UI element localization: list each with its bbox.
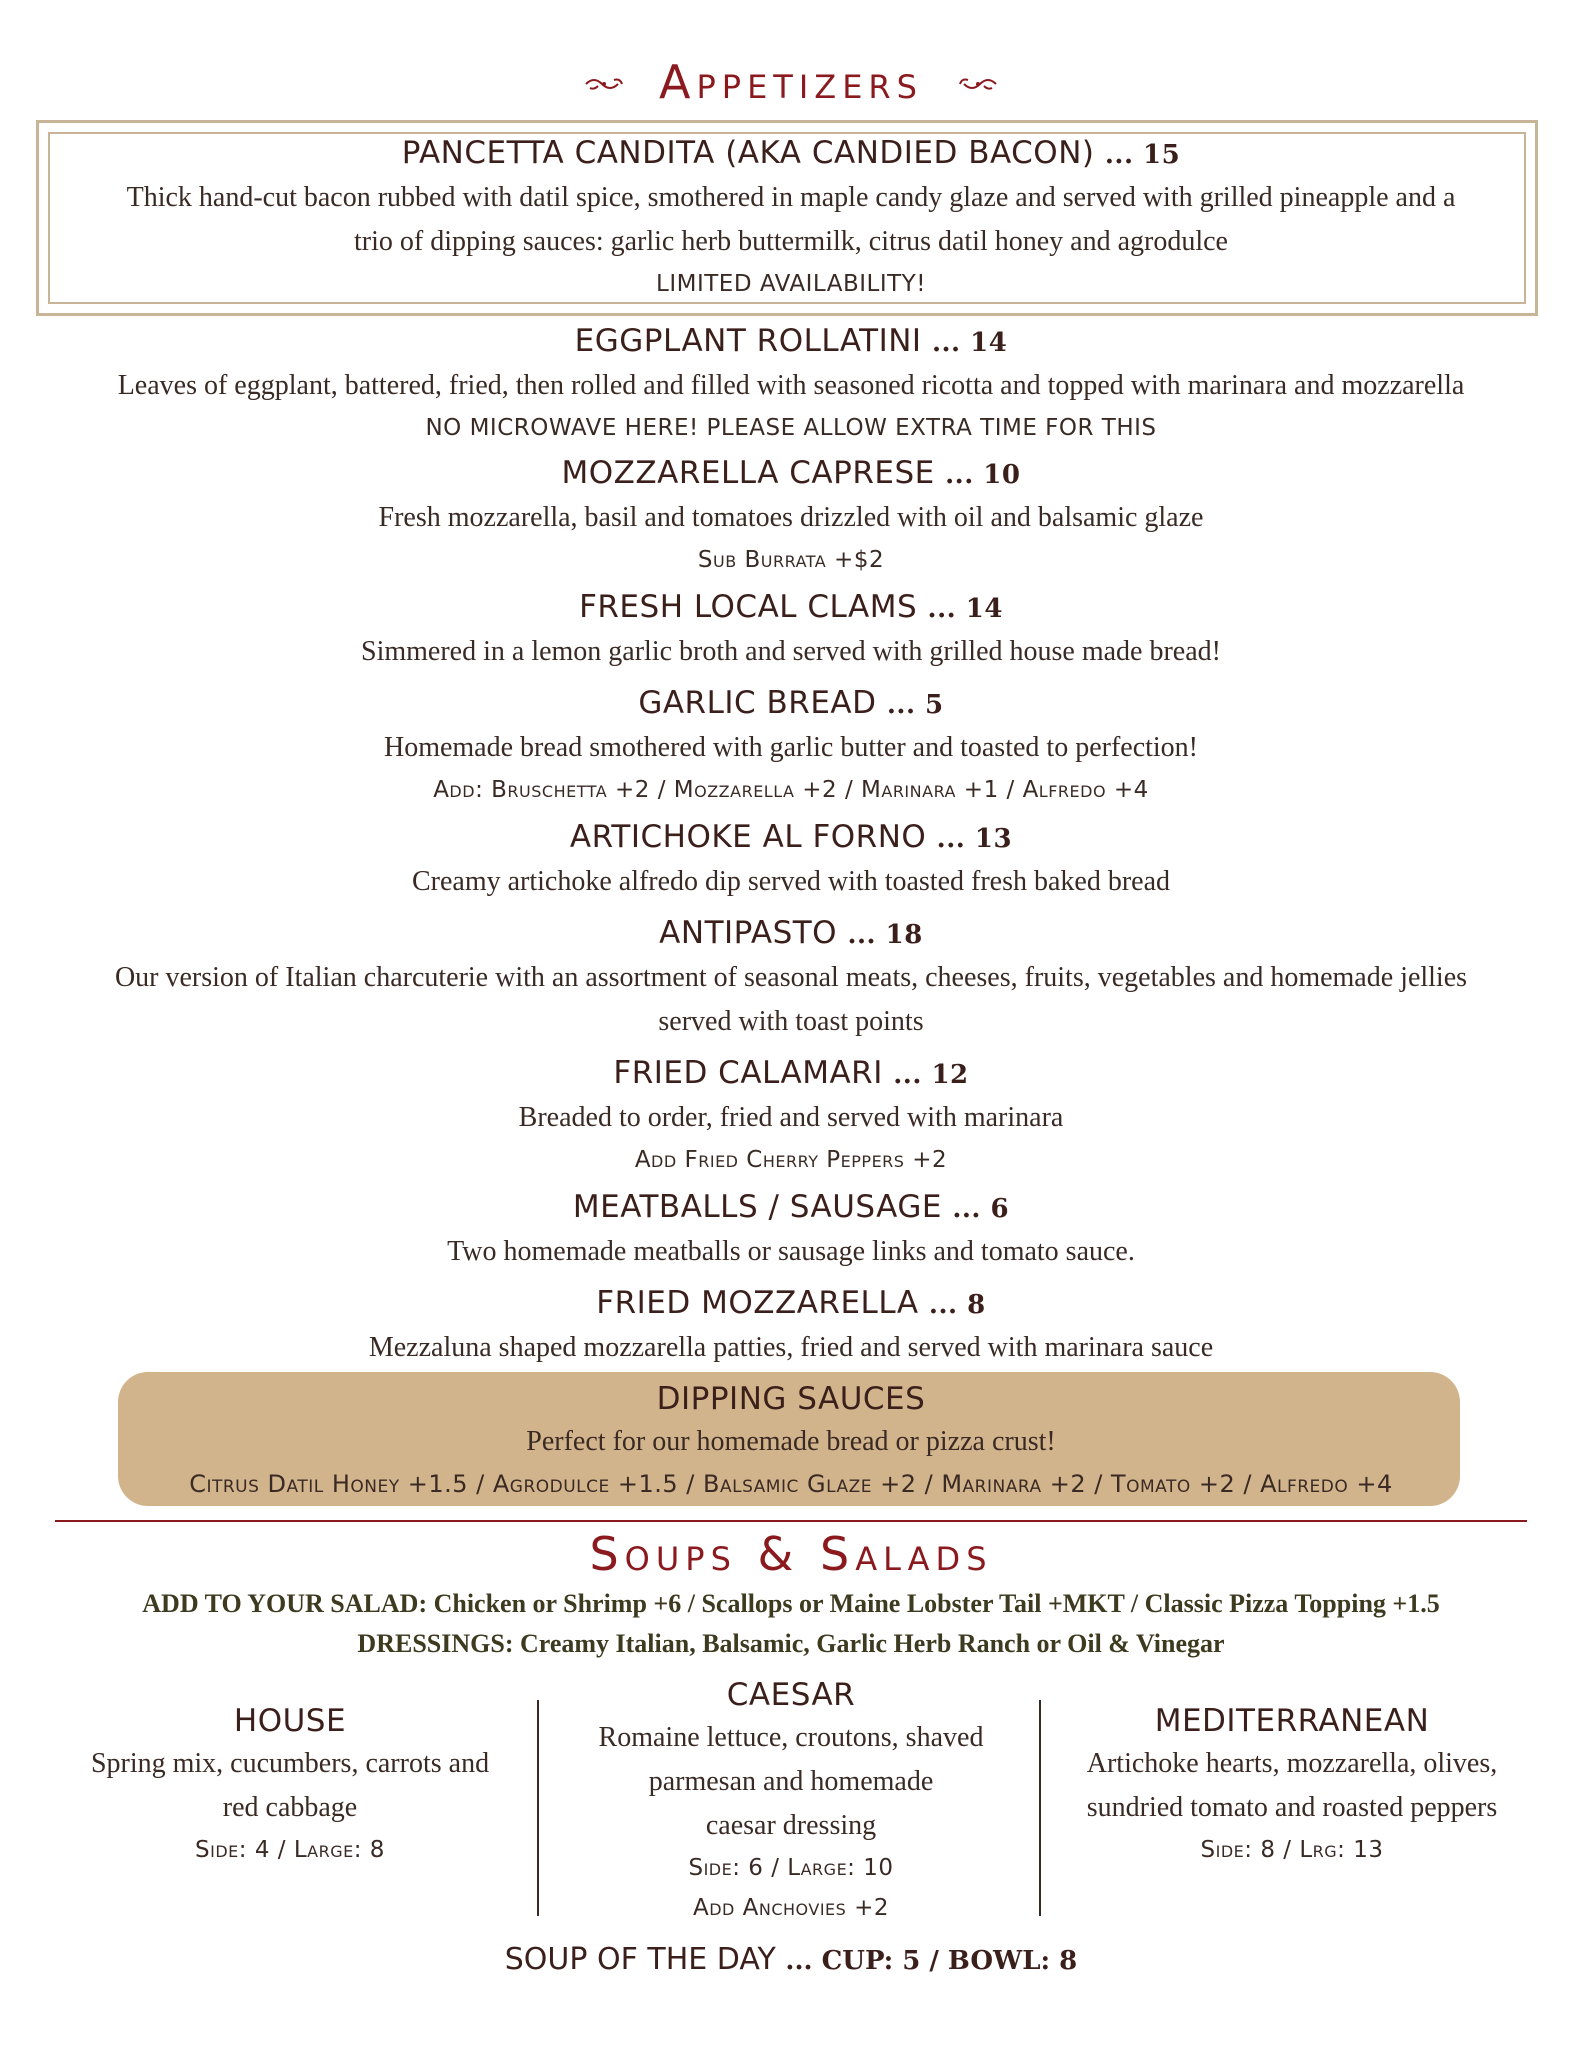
item-title xyxy=(40,816,1542,860)
menu-item xyxy=(40,1282,1542,1370)
menu-item xyxy=(40,816,1542,904)
appetizers-title: Appetizers xyxy=(659,55,923,109)
salad-description: Artichoke hearts, mozzarella, olives, xyxy=(1086,1748,1498,1779)
item-name: FRIED MOZZARELLA xyxy=(596,1285,919,1321)
item-title xyxy=(40,912,1542,956)
salad-description: parmesan and homemade xyxy=(648,1766,934,1797)
item-note: Sub Burrata +$2 xyxy=(697,547,885,573)
salad-description: red cabbage xyxy=(222,1792,358,1823)
item-description: Breaded to order, fried and served with marinara xyxy=(518,1102,1064,1133)
item-description: Two homemade meatballs or sausage links and tomato sauce. xyxy=(447,1236,1135,1267)
salad-price: Side: 8 / Lrg: 13 xyxy=(1200,1837,1384,1863)
item-name: GARLIC BREAD xyxy=(638,685,877,721)
item-title xyxy=(40,320,1542,364)
item-name: DIPPING SAUCES xyxy=(656,1381,926,1417)
menu-item xyxy=(40,1052,1542,1180)
item-price: ... 10 xyxy=(945,460,1021,490)
salad-description: sundried tomato and roasted peppers xyxy=(1086,1792,1498,1823)
item-price: ... 6 xyxy=(952,1194,1010,1224)
salad-name: MEDITERRANEAN xyxy=(1154,1703,1430,1739)
item-description: served with toast points xyxy=(658,1006,924,1037)
item-price: ... 13 xyxy=(936,824,1013,854)
item-note: NO MICROWAVE HERE! PLEASE ALLOW EXTRA TIME FOR THIS xyxy=(425,415,1157,441)
salad-name: HOUSE xyxy=(233,1703,347,1739)
column-divider xyxy=(1039,1700,1041,1916)
scroll-flourish-icon xyxy=(584,58,624,114)
salad-addons: ADD TO YOUR SALAD: Chicken or Shrimp +6 / Scallops or Maine Lobster Tail +MKT / Classic Pizza Topping +1.5 xyxy=(142,1589,1440,1618)
salad-house xyxy=(60,1700,520,1870)
salad-note: Add Anchovies +2 xyxy=(692,1895,890,1921)
salad-mediterranean xyxy=(1052,1700,1532,1870)
item-title xyxy=(40,682,1542,726)
soup-of-the-day xyxy=(0,1942,1582,1977)
menu-item xyxy=(40,1186,1542,1274)
item-note: Citrus Datil Honey +1.5 / Agrodulce +1.5 / Balsamic Glaze +2 / Marinara +2 / Tomato +2 / Alfredo +4 xyxy=(189,1470,1393,1498)
item-title xyxy=(40,452,1542,496)
menu-item xyxy=(40,452,1542,580)
scroll-flourish-icon xyxy=(958,58,998,114)
salad-price: Side: 4 / Large: 8 xyxy=(195,1837,385,1863)
section-divider xyxy=(55,1520,1527,1522)
salad-description: Romaine lettuce, croutons, shaved xyxy=(598,1722,984,1753)
item-price: ... 14 xyxy=(927,594,1003,624)
item-name: ANTIPASTO xyxy=(659,915,838,951)
item-note: Add: Bruschetta +2 / Mozzarella +2 / Marinara +1 / Alfredo +4 xyxy=(433,777,1149,803)
item-price: ... 5 xyxy=(886,690,944,720)
salad-description: Spring mix, cucumbers, carrots and xyxy=(90,1748,490,1779)
item-note: Add Fried Cherry Peppers +2 xyxy=(634,1147,948,1173)
soup-price: ... CUP: 5 / BOWL: 8 xyxy=(785,1946,1078,1976)
item-name: EGGPLANT ROLLATINI xyxy=(574,323,922,359)
soup-name: SOUP OF THE DAY xyxy=(504,1942,776,1977)
item-note: LIMITED AVAILABILITY! xyxy=(656,271,926,297)
item-description: Homemade bread smothered with garlic butter and toasted to perfection! xyxy=(383,732,1199,763)
item-description: Leaves of eggplant, battered, fried, then rolled and filled with seasoned ricotta and topped with marinara and mozzarella xyxy=(117,370,1465,401)
salad-name: CAESAR xyxy=(726,1677,856,1713)
item-title xyxy=(40,1186,1542,1230)
appetizers-heading xyxy=(0,54,1582,114)
item-title xyxy=(40,586,1542,630)
item-title xyxy=(40,1052,1542,1096)
featured-item xyxy=(40,132,1542,304)
dipping-sauces-item xyxy=(40,1378,1542,1504)
item-description: Thick hand-cut bacon rubbed with datil spice, smothered in maple candy glaze and served with grilled pineapple and a xyxy=(126,182,1456,213)
column-divider xyxy=(537,1700,539,1916)
salad-price: Side: 6 / Large: 10 xyxy=(688,1855,894,1881)
item-description: Our version of Italian charcuterie with an assortment of seasonal meats, cheeses, fruits, vegetables and homemade jellies xyxy=(114,962,1468,993)
item-description: Perfect for our homemade bread or pizza crust! xyxy=(526,1426,1056,1457)
salad-caesar xyxy=(550,1674,1032,1928)
menu-item xyxy=(40,912,1542,1044)
item-description: Mezzaluna shaped mozzarella patties, fried and served with marinara sauce xyxy=(368,1332,1214,1363)
item-price: ... 12 xyxy=(893,1060,969,1090)
item-title xyxy=(40,132,1542,176)
salad-description: caesar dressing xyxy=(705,1810,877,1841)
item-name: MOZZARELLA CAPRESE xyxy=(561,455,935,491)
item-name: FRESH LOCAL CLAMS xyxy=(579,589,918,625)
item-description: Creamy artichoke alfredo dip served with toasted fresh baked bread xyxy=(411,866,1171,897)
menu-item xyxy=(40,682,1542,810)
menu-item xyxy=(40,586,1542,674)
menu-item xyxy=(40,320,1542,448)
item-description: Fresh mozzarella, basil and tomatoes drizzled with oil and balsamic glaze xyxy=(378,502,1204,533)
item-description: trio of dipping sauces: garlic herb buttermilk, citrus datil honey and agrodulce xyxy=(354,226,1228,257)
item-name: ARTICHOKE AL FORNO xyxy=(569,819,927,855)
item-price: ... 15 xyxy=(1104,140,1181,170)
item-description: Simmered in a lemon garlic broth and served with grilled house made bread! xyxy=(361,636,1221,667)
soups-salads-title: Soups & Salads xyxy=(589,1527,993,1581)
item-price: ... 8 xyxy=(928,1290,986,1320)
item-price: ... 14 xyxy=(931,328,1008,358)
item-name: FRIED CALAMARI xyxy=(613,1055,883,1091)
item-price: ... 18 xyxy=(847,920,923,950)
salad-dressings: DRESSINGS: Creamy Italian, Balsamic, Garlic Herb Ranch or Oil & Vinegar xyxy=(357,1629,1225,1658)
item-name: PANCETTA CANDITA (AKA CANDIED BACON) xyxy=(401,135,1095,171)
item-title xyxy=(40,1282,1542,1326)
item-name: MEATBALLS / SAUSAGE xyxy=(572,1189,942,1225)
soups-salads-heading xyxy=(0,1526,1582,1582)
